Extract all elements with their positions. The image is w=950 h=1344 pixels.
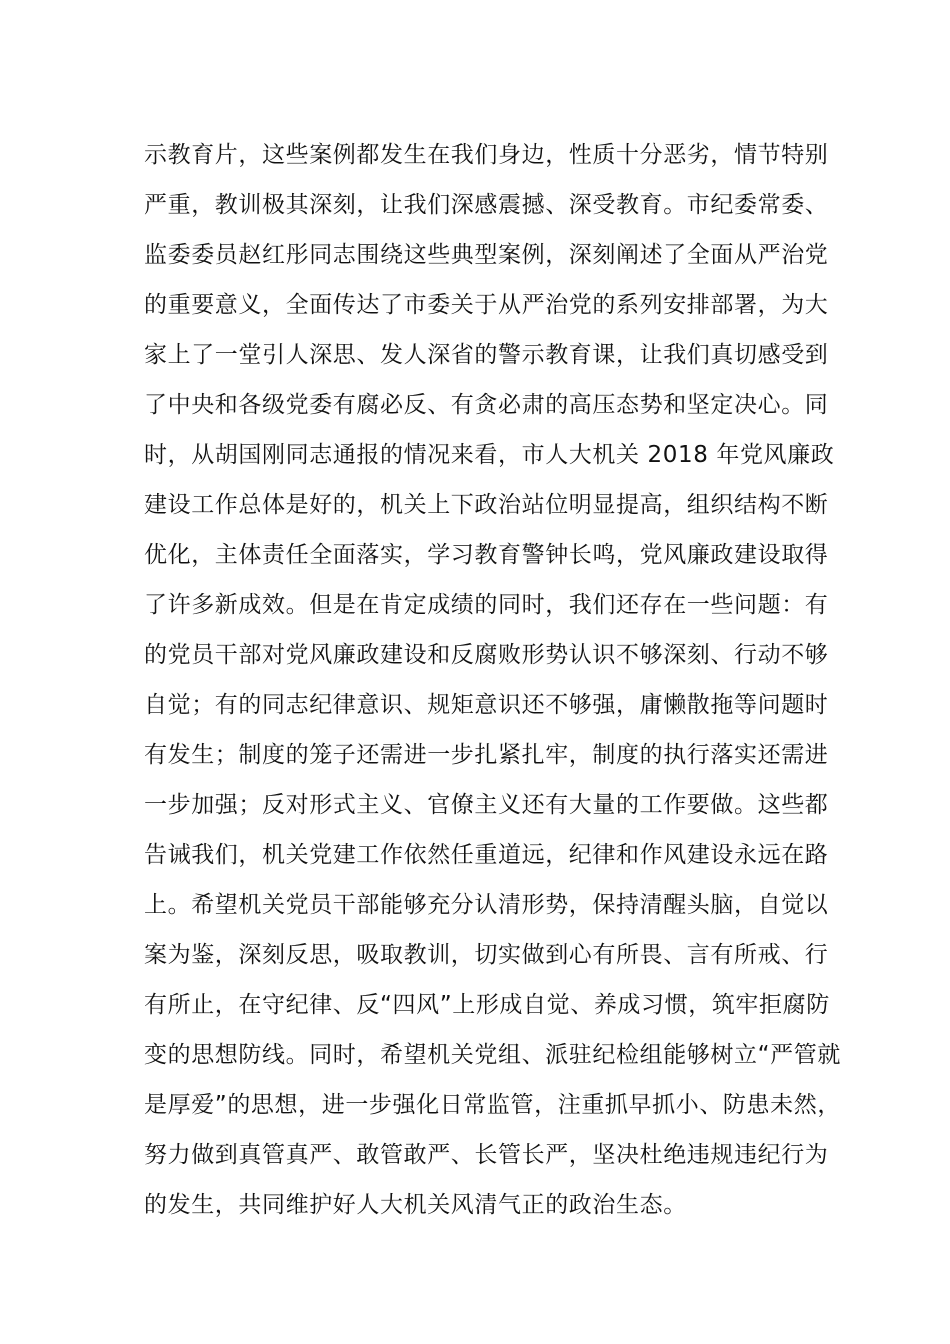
text-line: 是厚爱”的思想，进一步强化日常监管，注重抓早抓小、防患未然，: [144, 1092, 841, 1118]
text-line: 的党员干部对党风廉政建设和反腐败形势认识不够深刻、行动不够: [144, 642, 829, 668]
text-line: 的发生，共同维护好人大机关风清气正的政治生态。: [144, 1192, 687, 1218]
text-line: 了中央和各级党委有腐必反、有贪必肃的高压态势和坚定决心。同: [144, 392, 829, 418]
text-line: 自觉；有的同志纪律意识、规矩意识还不够强，庸懒散拖等问题时: [144, 692, 829, 718]
text-line: 时，从胡国刚同志通报的情况来看，市人大机关 2018 年党风廉政: [144, 442, 835, 468]
text-line: 了许多新成效。但是在肯定成绩的同时，我们还存在一些问题：有: [144, 592, 829, 618]
text-line: 告诫我们，机关党建工作依然任重道远，纪律和作风建设永远在路: [144, 842, 829, 868]
text-line: 案为鉴，深刻反思，吸取教训，切实做到心有所畏、言有所戒、行: [144, 942, 829, 968]
text-line: 上。希望机关党员干部能够充分认清形势，保持清醒头脑，自觉以: [144, 892, 829, 918]
text-line: 家上了一堂引人深思、发人深省的警示教育课，让我们真切感受到: [144, 342, 829, 368]
text-line: 建设工作总体是好的，机关上下政治站位明显提高，组织结构不断: [144, 492, 829, 518]
text-line: 示教育片，这些案例都发生在我们身边，性质十分恶劣，情节特别: [144, 142, 829, 168]
text-line: 监委委员赵红彤同志围绕这些典型案例，深刻阐述了全面从严治党: [144, 242, 829, 268]
text-line: 优化，主体责任全面落实，学习教育警钟长鸣，党风廉政建设取得: [144, 542, 829, 568]
text-line: 严重，教训极其深刻，让我们深感震撼、深受教育。市纪委常委、: [144, 192, 829, 218]
text-line: 有所止，在守纪律、反“四风”上形成自觉、养成习惯，筑牢拒腐防: [144, 992, 830, 1018]
text-line: 的重要意义，全面传达了市委关于从严治党的系列安排部署，为大: [144, 292, 829, 318]
body-paragraph: [144, 130, 841, 1230]
text-line: 变的思想防线。同时，希望机关党组、派驻纪检组能够树立“严管就: [144, 1042, 841, 1068]
text-line: 一步加强；反对形式主义、官僚主义还有大量的工作要做。这些都: [144, 792, 829, 818]
text-line: 有发生；制度的笼子还需进一步扎紧扎牢，制度的执行落实还需进: [144, 742, 829, 768]
text-line: 努力做到真管真严、敢管敢严、长管长严，坚决杜绝违规违纪行为: [144, 1142, 829, 1168]
